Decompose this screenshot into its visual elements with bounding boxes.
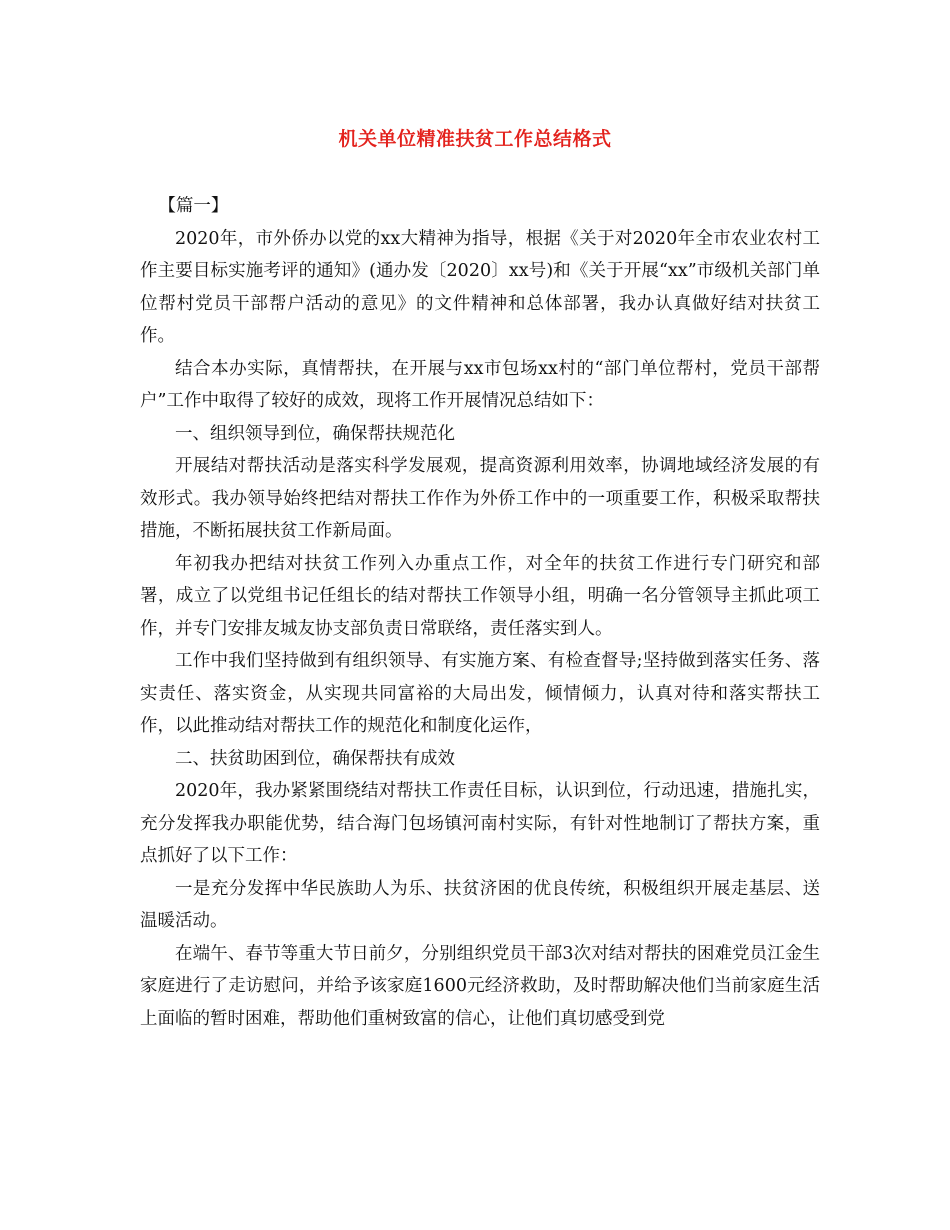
paragraph: 在端午、春节等重大节日前夕，分别组织党员干部3次对结对帮扶的困难党员江金生家庭进行了走访慰问，并给予该家庭1600元经济救助，及时帮助解决他们当前家庭生活上面临的暂时困难，帮助他们重树致富的信心，让他们真切感受到党 — [140, 943, 820, 1029]
section-label: 【篇一】 — [158, 196, 229, 216]
paragraph: 2020年，我办紧紧围绕结对帮扶工作责任目标，认识到位，行动迅速，措施扎实，充分发挥我办职能优势，结合海门包场镇河南村实际，有针对性地制订了帮扶方案，重点抓好了以下工作： — [140, 781, 820, 866]
paragraph: 结合本办实际，真情帮扶，在开展与xx市包场xx村的“部门单位帮村，党员干部帮户”工作中取得了较好的成效，现将工作开展情况总结如下： — [140, 358, 820, 411]
section-heading: 二、扶贫助困到位，确保帮扶有成效 — [175, 748, 455, 769]
section-heading: 一、组织领导到位，确保帮扶规范化 — [175, 423, 455, 444]
paragraph: 开展结对帮扶活动是落实科学发展观，提高资源利用效率，协调地域经济发展的有效形式。我办领导始终把结对帮扶工作作为外侨工作中的一项重要工作，积极采取帮扶措施，不断拓展扶贫工作新局面。 — [140, 456, 820, 541]
paragraph: 2020年，市外侨办以党的xx大精神为指导，根据《关于对2020年全市农业农村工作主要目标实施考评的通知》(通办发〔2020〕xx号)和《关于开展“xx”市级机关部门单位帮村党员干部帮户活动的意见》的文件精神和总体部署，我办认真做好结对扶贫工作。 — [140, 228, 820, 346]
paragraph: 一是充分发挥中华民族助人为乐、扶贫济困的优良传统，积极组织开展走基层、送温暖活动。 — [140, 878, 820, 931]
document-title: 机关单位精准扶贫工作总结格式 — [338, 128, 612, 150]
paragraph: 工作中我们坚持做到有组织领导、有实施方案、有检查督导;坚持做到落实任务、落实责任、落实资金，从实现共同富裕的大局出发，倾情倾力，认真对待和落实帮扶工作，以此推动结对帮扶工作的规范化和制度化运作， — [140, 651, 820, 736]
paragraph: 年初我办把结对扶贫工作列入办重点工作，对全年的扶贫工作进行专门研究和部署，成立了以党组书记任组长的结对帮扶工作领导小组，明确一名分管领导主抓此项工作，并专门安排友城友协支部负责日常联络，责任落实到人。 — [140, 553, 820, 639]
document-body — [140, 190, 820, 1035]
